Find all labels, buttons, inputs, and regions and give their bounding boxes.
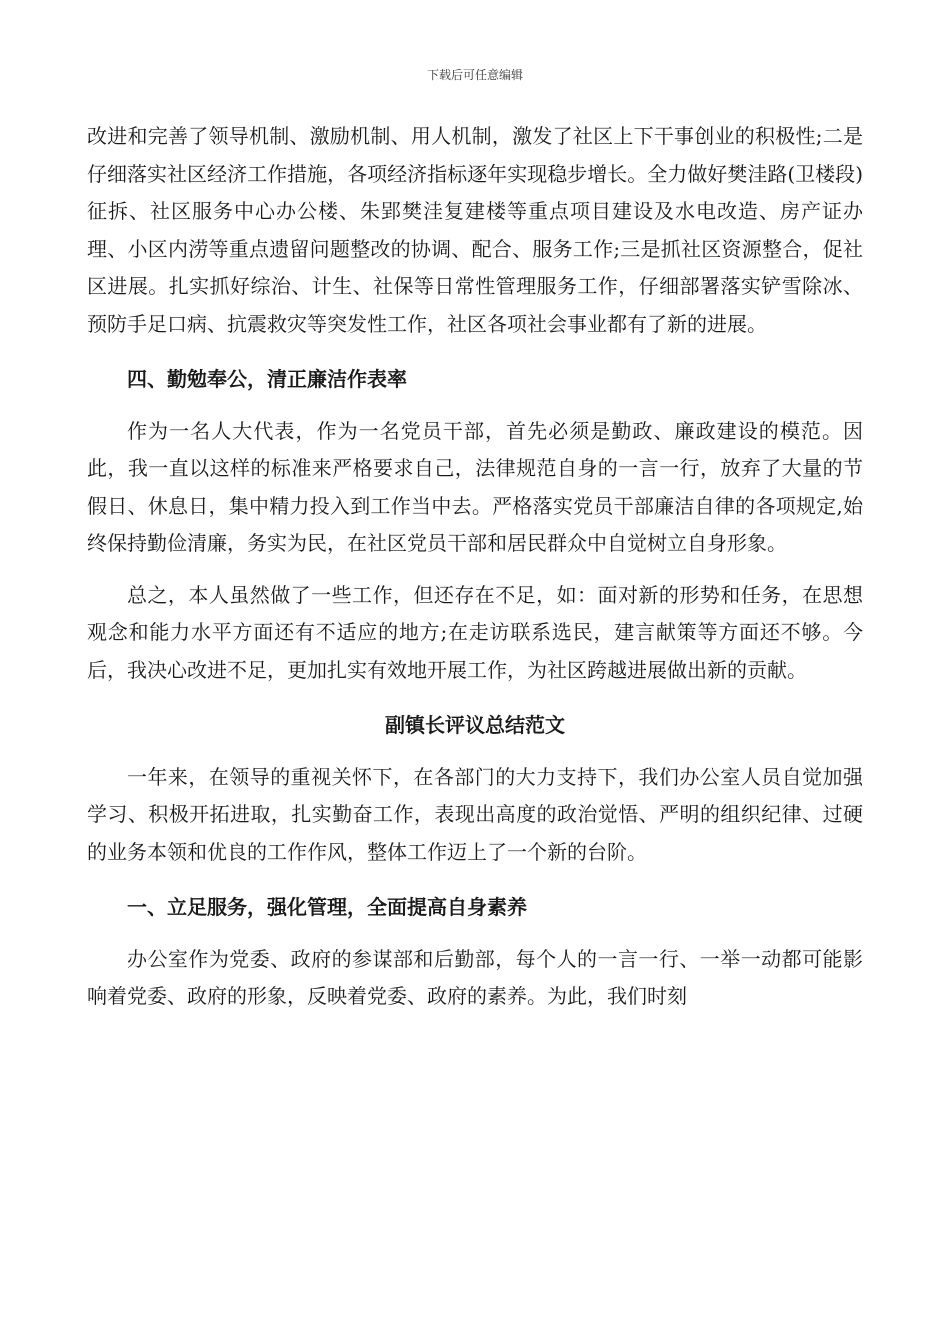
paragraph-office: 办公室作为党委、政府的参谋部和后勤部，每个人的一言一行、一举一动都可能影响着党委、政府的形象，反映着党委、政府的素养。为此，我们时刻 xyxy=(87,946,863,1008)
page-header-note: 下载后可任意编辑 xyxy=(426,68,523,82)
paragraph-intro: 一年来，在领导的重视关怀下，在各部门的大力支持下，我们办公室人员自觉加强学习、积极开拓进取，扎实勤奋工作，表现出高度的政治觉悟、严明的组织纪律、过硬的业务本领和优良的工作作风，整体工作迈上了一个新的台阶。 xyxy=(87,764,863,864)
section-heading-1: 一、立足服务，强化管理，全面提高自身素养 xyxy=(127,895,527,919)
paragraph-continued: 改进和完善了领导机制、激励机制、用人机制，激发了社区上下干事创业的积极性;二是仔细落实社区经济工作措施，各项经济指标逐年实现稳步增长。全力做好樊洼路(卫楼段)征拆、社区服务中心办公楼、朱郢樊洼复建楼等重点项目建设及水电改造、房产证办理、小区内涝等重点遗留问题整改的协调、配合、服务工作;三是抓社区资源整合，促社区进展。扎实抓好综治、计生、社保等日常性管理服务工作，仔细部署落实铲雪除冰、预防手足口病、抗震救灾等突发性工作，社区各项社会事业都有了新的进展。 xyxy=(87,124,863,336)
document-body xyxy=(87,118,863,1016)
section-heading-4: 四、勤勉奉公，清正廉洁作表率 xyxy=(127,367,407,391)
paragraph-integrity: 作为一名人大代表，作为一名党员干部，首先必须是勤政、廉政建设的模范。因此，我一直以这样的标准来严格要求自己，法律规范自身的一言一行，放弃了大量的节假日、休息日，集中精力投入到工作当中去。严格落实党员干部廉洁自律的各项规定,始终保持勤俭清廉，务实为民，在社区党员干部和居民群众中自觉树立自身形象。 xyxy=(87,418,863,555)
document-title: 副镇长评议总结范文 xyxy=(385,713,565,737)
paragraph-conclusion: 总之，本人虽然做了一些工作，但还存在不足，如：面对新的形势和任务，在思想观念和能力水平方面还有不适应的地方;在走访联系选民，建言献策等方面还不够。今后，我决心改进不足，更加扎实有效地开展工作，为社区跨越进展做出新的贡献。 xyxy=(87,582,863,682)
